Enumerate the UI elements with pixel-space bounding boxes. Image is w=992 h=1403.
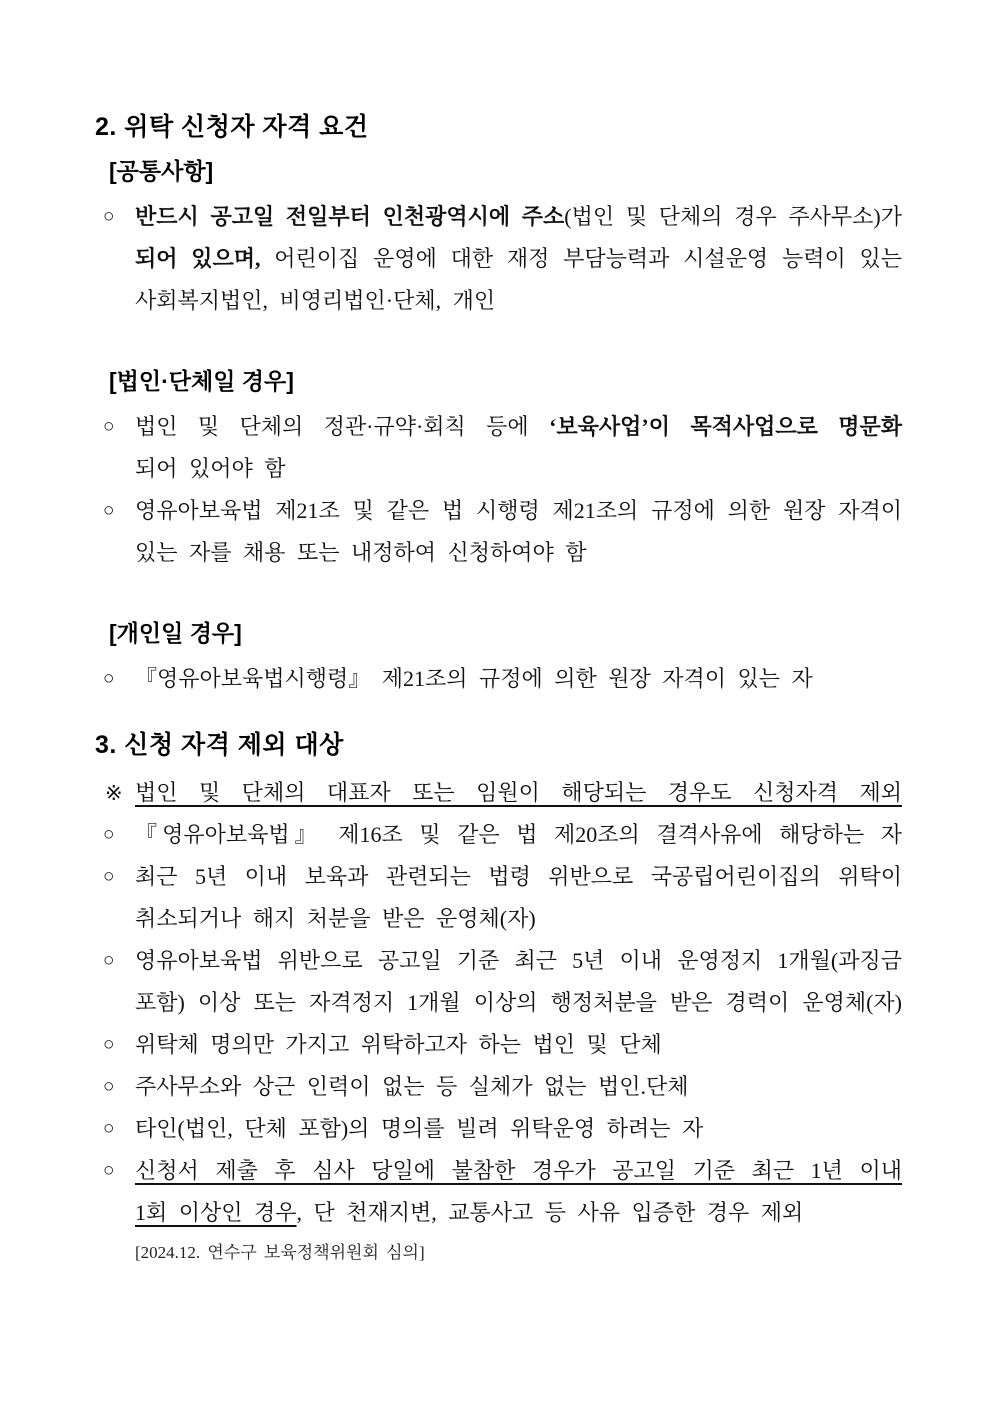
text-segment: 주사무소와 상근 인력이 없는 등 실체가 없는 법인.단체: [135, 1074, 689, 1099]
circle-bullet-icon: ○: [103, 668, 115, 689]
list-item: [95, 406, 902, 490]
text-line: [135, 406, 902, 448]
text-segment: 신청서 제출 후 심사 당일에 불참한 경우가 공고일 기준 최근 1년 이내: [135, 1158, 902, 1183]
list-item: [95, 1150, 902, 1234]
text-segment: 1회 이상인 경우: [135, 1200, 297, 1225]
circle-bullet-icon: ○: [103, 206, 115, 227]
text-segment: 포함) 이상 또는 자격정지 1개월 이상의 행정처분을 받은 경력이 운영체(자): [135, 990, 902, 1015]
text-segment: 『영유아보육법』 제16조 및 같은 법 제20조의 결격사유에 해당하는 자: [135, 822, 902, 847]
text-segment: ‘보육사업’이 목적사업으로 명문화: [549, 414, 902, 439]
text-segment: 영유아보육법 제21조 및 같은 법 시행령 제21조의 규정에 의한 원장 자격이: [135, 498, 902, 523]
list-item: [95, 490, 902, 574]
text-segment: 있는 자를 채용 또는 내정하여 신청하여야 함: [135, 540, 587, 565]
text-segment: 타인(법인, 단체 포함)의 명의를 빌려 위탁운영 하려는 자: [135, 1116, 704, 1141]
list-item: [95, 658, 902, 700]
text-line: [135, 1108, 902, 1150]
list-item: [95, 814, 902, 856]
text-segment: 『영유아보육법시행령』 제21조의 규정에 의한 원장 자격이 있는 자: [135, 666, 813, 691]
text-line: [135, 490, 902, 532]
list-item: [95, 1108, 902, 1150]
text-segment: 사회복지법인, 비영리법인·단체, 개인: [135, 288, 496, 313]
list-item: [95, 1024, 902, 1066]
text-segment: 취소되거나 해지 처분을 받은 운영체(자): [135, 906, 536, 931]
text-segment: 위탁체 명의만 가지고 위탁하고자 하는 법인 및 단체: [135, 1032, 662, 1057]
text-line: [135, 658, 902, 700]
section-3-heading: 3. 신청 자격 제외 대상: [95, 731, 344, 759]
circle-bullet-icon: ○: [103, 1160, 115, 1181]
text-segment: 최근 5년 이내 보육과 관련되는 법령 위반으로 국공립어린이집의 위탁이: [135, 864, 902, 889]
group-label-common: [공통사항]: [109, 158, 214, 184]
circle-bullet-icon: ○: [103, 1118, 115, 1139]
reference-mark-icon: ※: [105, 781, 123, 805]
text-segment: (법인 및 단체의 경우 주사무소)가: [564, 204, 902, 229]
text-line: [135, 982, 902, 1024]
circle-bullet-icon: ○: [103, 866, 115, 887]
text-line: [135, 1066, 902, 1108]
text-segment: 법인 및 단체의 정관·규약·회칙 등에: [135, 414, 550, 439]
text-segment: 되어 있어야 함: [135, 456, 286, 481]
text-line: [135, 772, 902, 814]
text-segment: , 단 천재지변, 교통사고 등 사유 입증한 경우 제외: [296, 1200, 804, 1225]
text-line: [135, 448, 902, 490]
group-label-corporate: [법인·단체일 경우]: [109, 368, 294, 394]
circle-bullet-icon: ○: [103, 950, 115, 971]
circle-bullet-icon: ○: [103, 824, 115, 845]
list-item: [95, 940, 902, 1024]
circle-bullet-icon: ○: [103, 500, 115, 521]
text-line: [135, 814, 902, 856]
circle-bullet-icon: ○: [103, 1034, 115, 1055]
text-segment: 어린이집 운영에 대한 재정 부담능력과 시설운영 능력이 있는: [260, 246, 902, 271]
text-line: [135, 1024, 902, 1066]
text-line: [135, 856, 902, 898]
circle-bullet-icon: ○: [103, 416, 115, 437]
list-item: [95, 1066, 902, 1108]
committee-review-note: [2024.12. 연수구 보육정책위원회 심의]: [135, 1243, 425, 1262]
text-segment: 법인 및 단체의 대표자 또는 임원이 해당되는 경우도 신청자격 제외: [135, 780, 902, 805]
circle-bullet-icon: ○: [103, 1076, 115, 1097]
text-line: [135, 280, 902, 322]
text-line: [135, 1192, 902, 1234]
text-line: [135, 238, 902, 280]
text-line: [135, 898, 902, 940]
text-line: [135, 196, 902, 238]
text-line: [135, 1150, 902, 1192]
text-line: [135, 532, 902, 574]
text-segment: 반드시 공고일 전일부터 인천광역시에 주소: [135, 204, 565, 229]
reference-note-item: [95, 772, 902, 814]
group-label-individual: [개인일 경우]: [109, 620, 242, 646]
text-segment: 영유아보육법 위반으로 공고일 기준 최근 5년 이내 운영정지 1개월(과징금: [135, 948, 902, 973]
text-line: [135, 940, 902, 982]
list-item: [95, 196, 902, 322]
section-2-heading: 2. 위탁 신청자 자격 요건: [95, 113, 369, 141]
text-segment: 되어 있으며,: [135, 246, 261, 271]
list-item: [95, 856, 902, 940]
